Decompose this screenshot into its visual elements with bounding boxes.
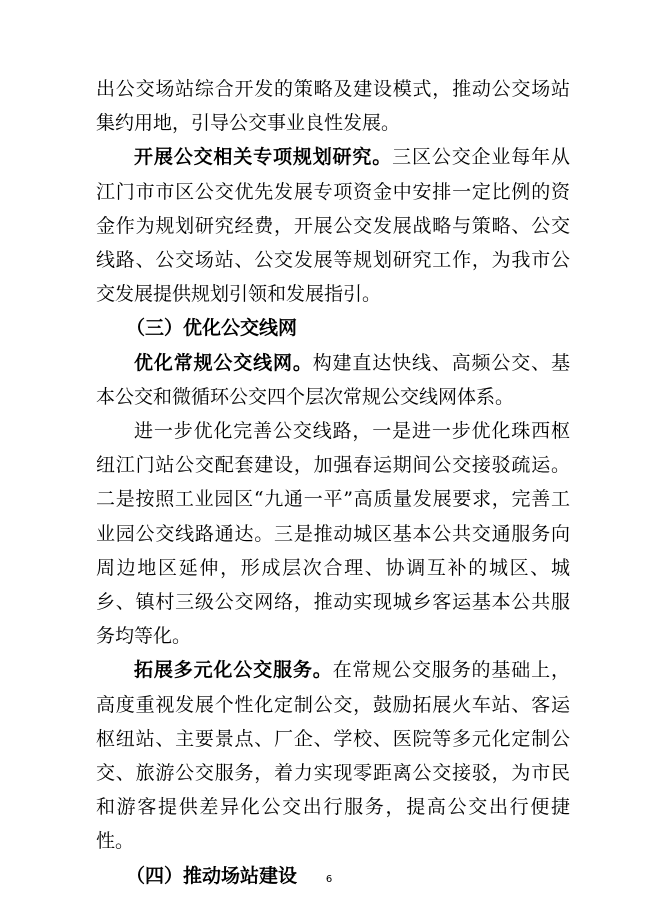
- paragraph-lead: 开展公交相关专项规划研究。: [134, 146, 393, 169]
- document-body: [96, 72, 570, 893]
- paragraph-planning-research: [96, 140, 570, 311]
- paragraph-station-development: [96, 72, 570, 140]
- paragraph-text: 在常规公交服务的基础上，高度重视发展个性化定制公交，鼓励拓展火车站、客运枢纽站、主要景点、厂企、学校、医院等多元化定制公交、旅游公交服务，着力实现零距离公交接驳，为市民和游客提供差异化公交出行服务，提高公交出行便捷性。: [96, 659, 570, 853]
- page-number: 6: [325, 874, 333, 885]
- paragraph-route-optimization: [96, 414, 570, 653]
- paragraph-diversified-service: [96, 653, 570, 858]
- paragraph-text: 进一步优化完善公交线路，一是进一步优化珠西枢纽江门站公交配套建设，加强春运期间公交接驳疏运。二是按照工业园区“九通一平”高质量发展要求，完善工业园公交线路通达。三是推动城区基本公共交通服务向周边地区延伸，形成层次合理、协调互补的城区、城乡、镇村三级公交网络，推动实现城乡客运基本公共服务均等化。: [96, 420, 570, 648]
- section-heading-4: （四）推动场站建设: [126, 864, 298, 887]
- paragraph-text: 出公交场站综合开发的策略及建设模式，推动公交场站集约用地，引导公交事业良性发展。: [96, 78, 570, 135]
- paragraph-lead: 优化常规公交线网。: [134, 351, 313, 374]
- section-heading-3: （三）优化公交线网: [126, 317, 298, 340]
- paragraph-text: 三区公交企业每年从江门市市区公交优先发展专项资金中安排一定比例的资金作为规划研究经费，开展公交发展战略与策略、公交线路、公交场站、公交发展等规划研究工作，为我市公交发展提供规划引领和发展指引。: [96, 146, 570, 306]
- paragraph-text: 构建直达快线、高频公交、基本公交和微循环公交四个层次常规公交线网体系。: [96, 351, 570, 408]
- paragraph-route-network: [96, 346, 570, 414]
- paragraph-lead: 拓展多元化公交服务。: [134, 659, 333, 682]
